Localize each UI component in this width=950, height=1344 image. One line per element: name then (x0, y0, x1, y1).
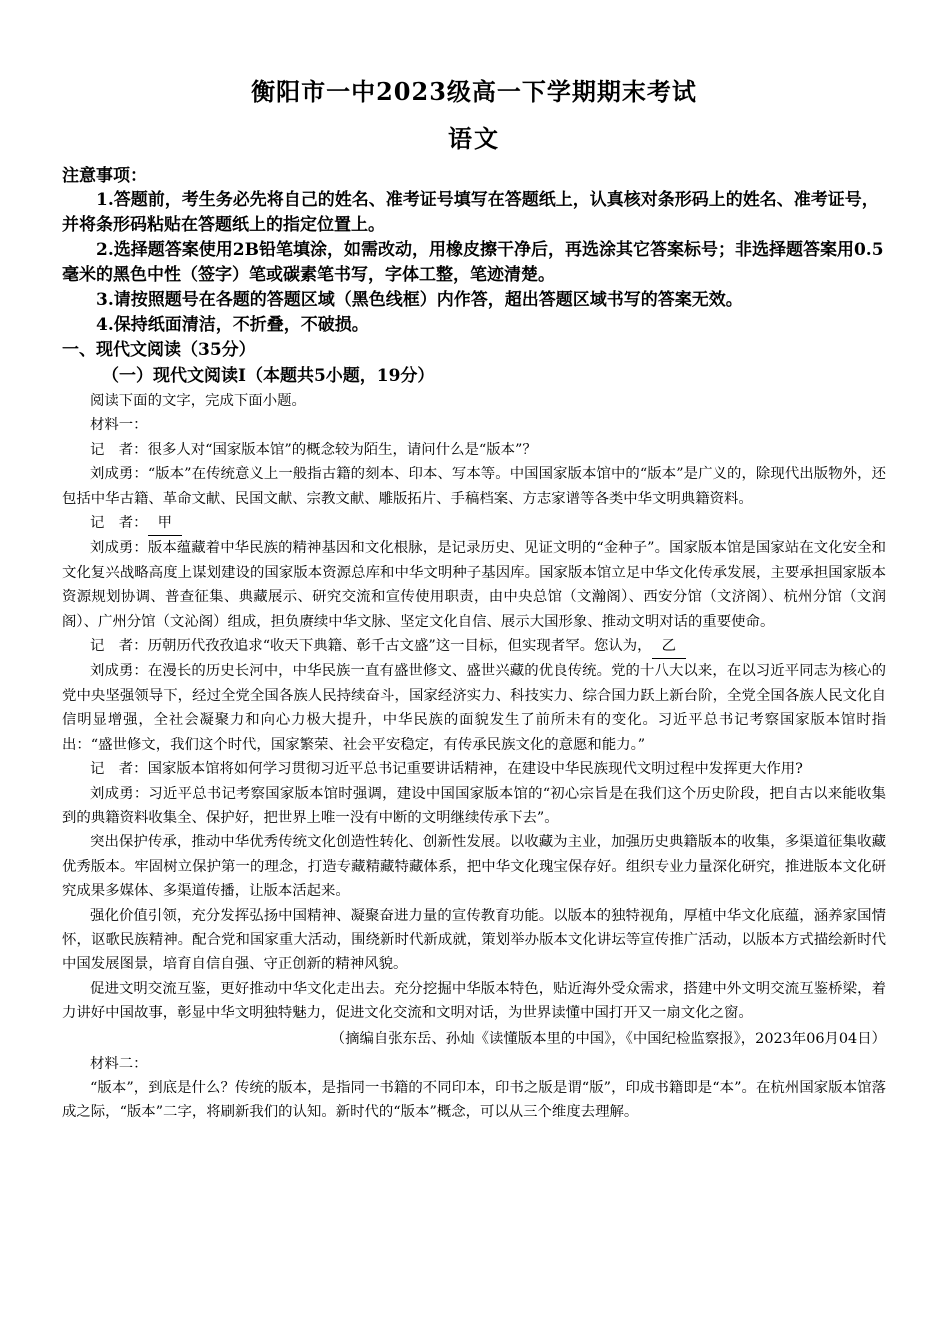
paragraph-2: 刘成勇：“版本”在传统意义上一般指古籍的刻本、印本、写本等。中国国家版本馆中的“版本”是广义的，除现代出版物外，还包括中华古籍、革命文献、民国文献、宗教文献、雕版拓片、手稿档案、方志家谱等各类中华文明典籍资料。 (62, 466, 886, 507)
blank-jia: 甲 (148, 511, 182, 536)
material-2-label: 材料二： (90, 1055, 148, 1072)
paragraph-8: 刘成勇：习近平总书记考察国家版本馆时强调，建设中国国家版本馆的“初心宗旨是在我们这个历史阶段，把自古以来能收集到的典籍资料收集全、保护好，把世界上唯一没有中断的文明继续传承下去”。 (62, 785, 886, 826)
source-citation: （摘编自张东岳、孙灿《读懂版本里的中国》，《中国纪检监察报》，2023年06月04日） (330, 1030, 886, 1047)
section-heading: 一、现代文阅读（35分） (62, 340, 256, 360)
paragraph-7: 记 者：国家版本馆将如何学习贯彻习近平总书记重要讲话精神，在建设中华民族现代文明过程中发挥更大作用? (90, 761, 803, 778)
exam-subject: 语文 (448, 124, 500, 153)
paragraph-5 (62, 634, 886, 659)
paragraph-3 (62, 511, 886, 536)
notice-item-3: 3.请按照题号在各题的答题区域（黑色线框）内作答，超出答题区域书写的答案无效。 (96, 290, 743, 310)
subsection-heading: （一）现代文阅读Ⅰ（本题共5小题，19分） (102, 366, 435, 386)
reading-instruction: 阅读下面的文字，完成下面小题。 (90, 393, 306, 409)
exam-title: 衡阳市一中2023级高一下学期期末考试 (251, 77, 697, 106)
paragraph-1: 记 者：很多人对“国家版本馆”的概念较为陌生，请问什么是“版本”？ (90, 441, 537, 458)
blank-yi: 乙 (652, 634, 686, 659)
notice-heading: 注意事项： (62, 166, 147, 186)
paragraph-9: 突出保护传承，推动中华优秀传统文化创造性转化、创新性发展。以收藏为主业，加强历史典籍版本的收集，多渠道征集收藏优秀版本。牢固树立保护第一的理念，打造专藏精藏特藏体系，把中华文化瑰宝保存好。组织专业力量深化研究，推进版本文化研究成果多媒体、多渠道传播，让版本活起来。 (62, 834, 886, 900)
notice-item-1: 1.答题前，考生务必先将自己的姓名、准考证号填写在答题纸上，认真核对条形码上的姓名、准考证号，并将条形码粘贴在答题纸上的指定位置上。 (62, 190, 879, 235)
paragraph-6: 刘成勇：在漫长的历史长河中，中华民族一直有盛世修文、盛世兴藏的优良传统。党的十八大以来，在以习近平同志为核心的党中央坚强领导下，经过全党全国各族人民持续奋斗，国家经济实力、科技实力、综合国力跃上新台阶，全党全国各族人民文化自信明显增强，全社会凝聚力和向心力极大提升，中华民族的面貌发生了前所未有的变化。习近平总书记考察国家版本馆时指出：“盛世修文，我们这个时代，国家繁荣、社会平安稳定，有传承民族文化的意愿和能力。” (62, 663, 886, 753)
material-1-label: 材料一： (90, 417, 148, 434)
reporter-label: 记 者： (90, 515, 148, 532)
paragraph-11: 促进文明交流互鉴，更好推动中华文化走出去。充分挖掘中华版本特色，贴近海外受众需求，搭建中外文明交流互鉴桥梁，着力讲好中国故事，彰显中华文明独特魅力，促进文化交流和文明对话，为世界读懂中国打开又一扇文化之窗。 (62, 980, 886, 1022)
reporter-question: 记 者：历朝历代孜孜追求“收天下典籍、彰千古文盛”这一目标，但实现者罕。您认为， (90, 638, 652, 655)
notice-item-2: 2.选择题答案使用2B铅笔填涂，如需改动，用橡皮擦干净后，再选涂其它答案标号；非选择题答案用0.5毫米的黑色中性（签字）笔或碳素笔书写，字体工整，笔迹清楚。 (62, 240, 884, 285)
paragraph-10: 强化价值引领，充分发挥弘扬中国精神、凝聚奋进力量的宣传教育功能。以版本的独特视角，厚植中华文化底蕴，涵养家国情怀，讴歌民族精神。配合党和国家重大活动，围绕新时代新成就，策划举办版本文化讲坛等宣传推广活动，以版本方式描绘新时代中国发展图景，培育自信自强、守正创新的精神风貌。 (62, 907, 886, 973)
notice-item-4: 4.保持纸面清洁，不折叠，不破损。 (96, 315, 369, 335)
paragraph-12: “版本”，到底是什么？传统的版本，是指同一书籍的不同印本，印书之版是谓“版”，印成书籍即是“本”。在杭州国家版本馆落成之际，“版本”二字，将刷新我们的认知。新时代的“版本”概念，可以从三个维度去理解。 (62, 1079, 886, 1121)
paragraph-4: 刘成勇：版本蕴藏着中华民族的精神基因和文化根脉，是记录历史、见证文明的“金种子”。国家版本馆是国家站在文化安全和文化复兴战略高度上谋划建设的国家版本资源总库和中华文明种子基因库。国家版本馆立足中华文化传承发展，主要承担国家版本资源规划协调、普查征集、典藏展示、研究交流和宣传使用职责，由中央总馆（文瀚阁）、西安分馆（文济阁）、杭州分馆（文润阁）、广州分馆（文沁阁）组成，担负赓续中华文脉、坚定文化自信、展示大国形象、推动文明对话的重要使命。 (62, 540, 886, 630)
